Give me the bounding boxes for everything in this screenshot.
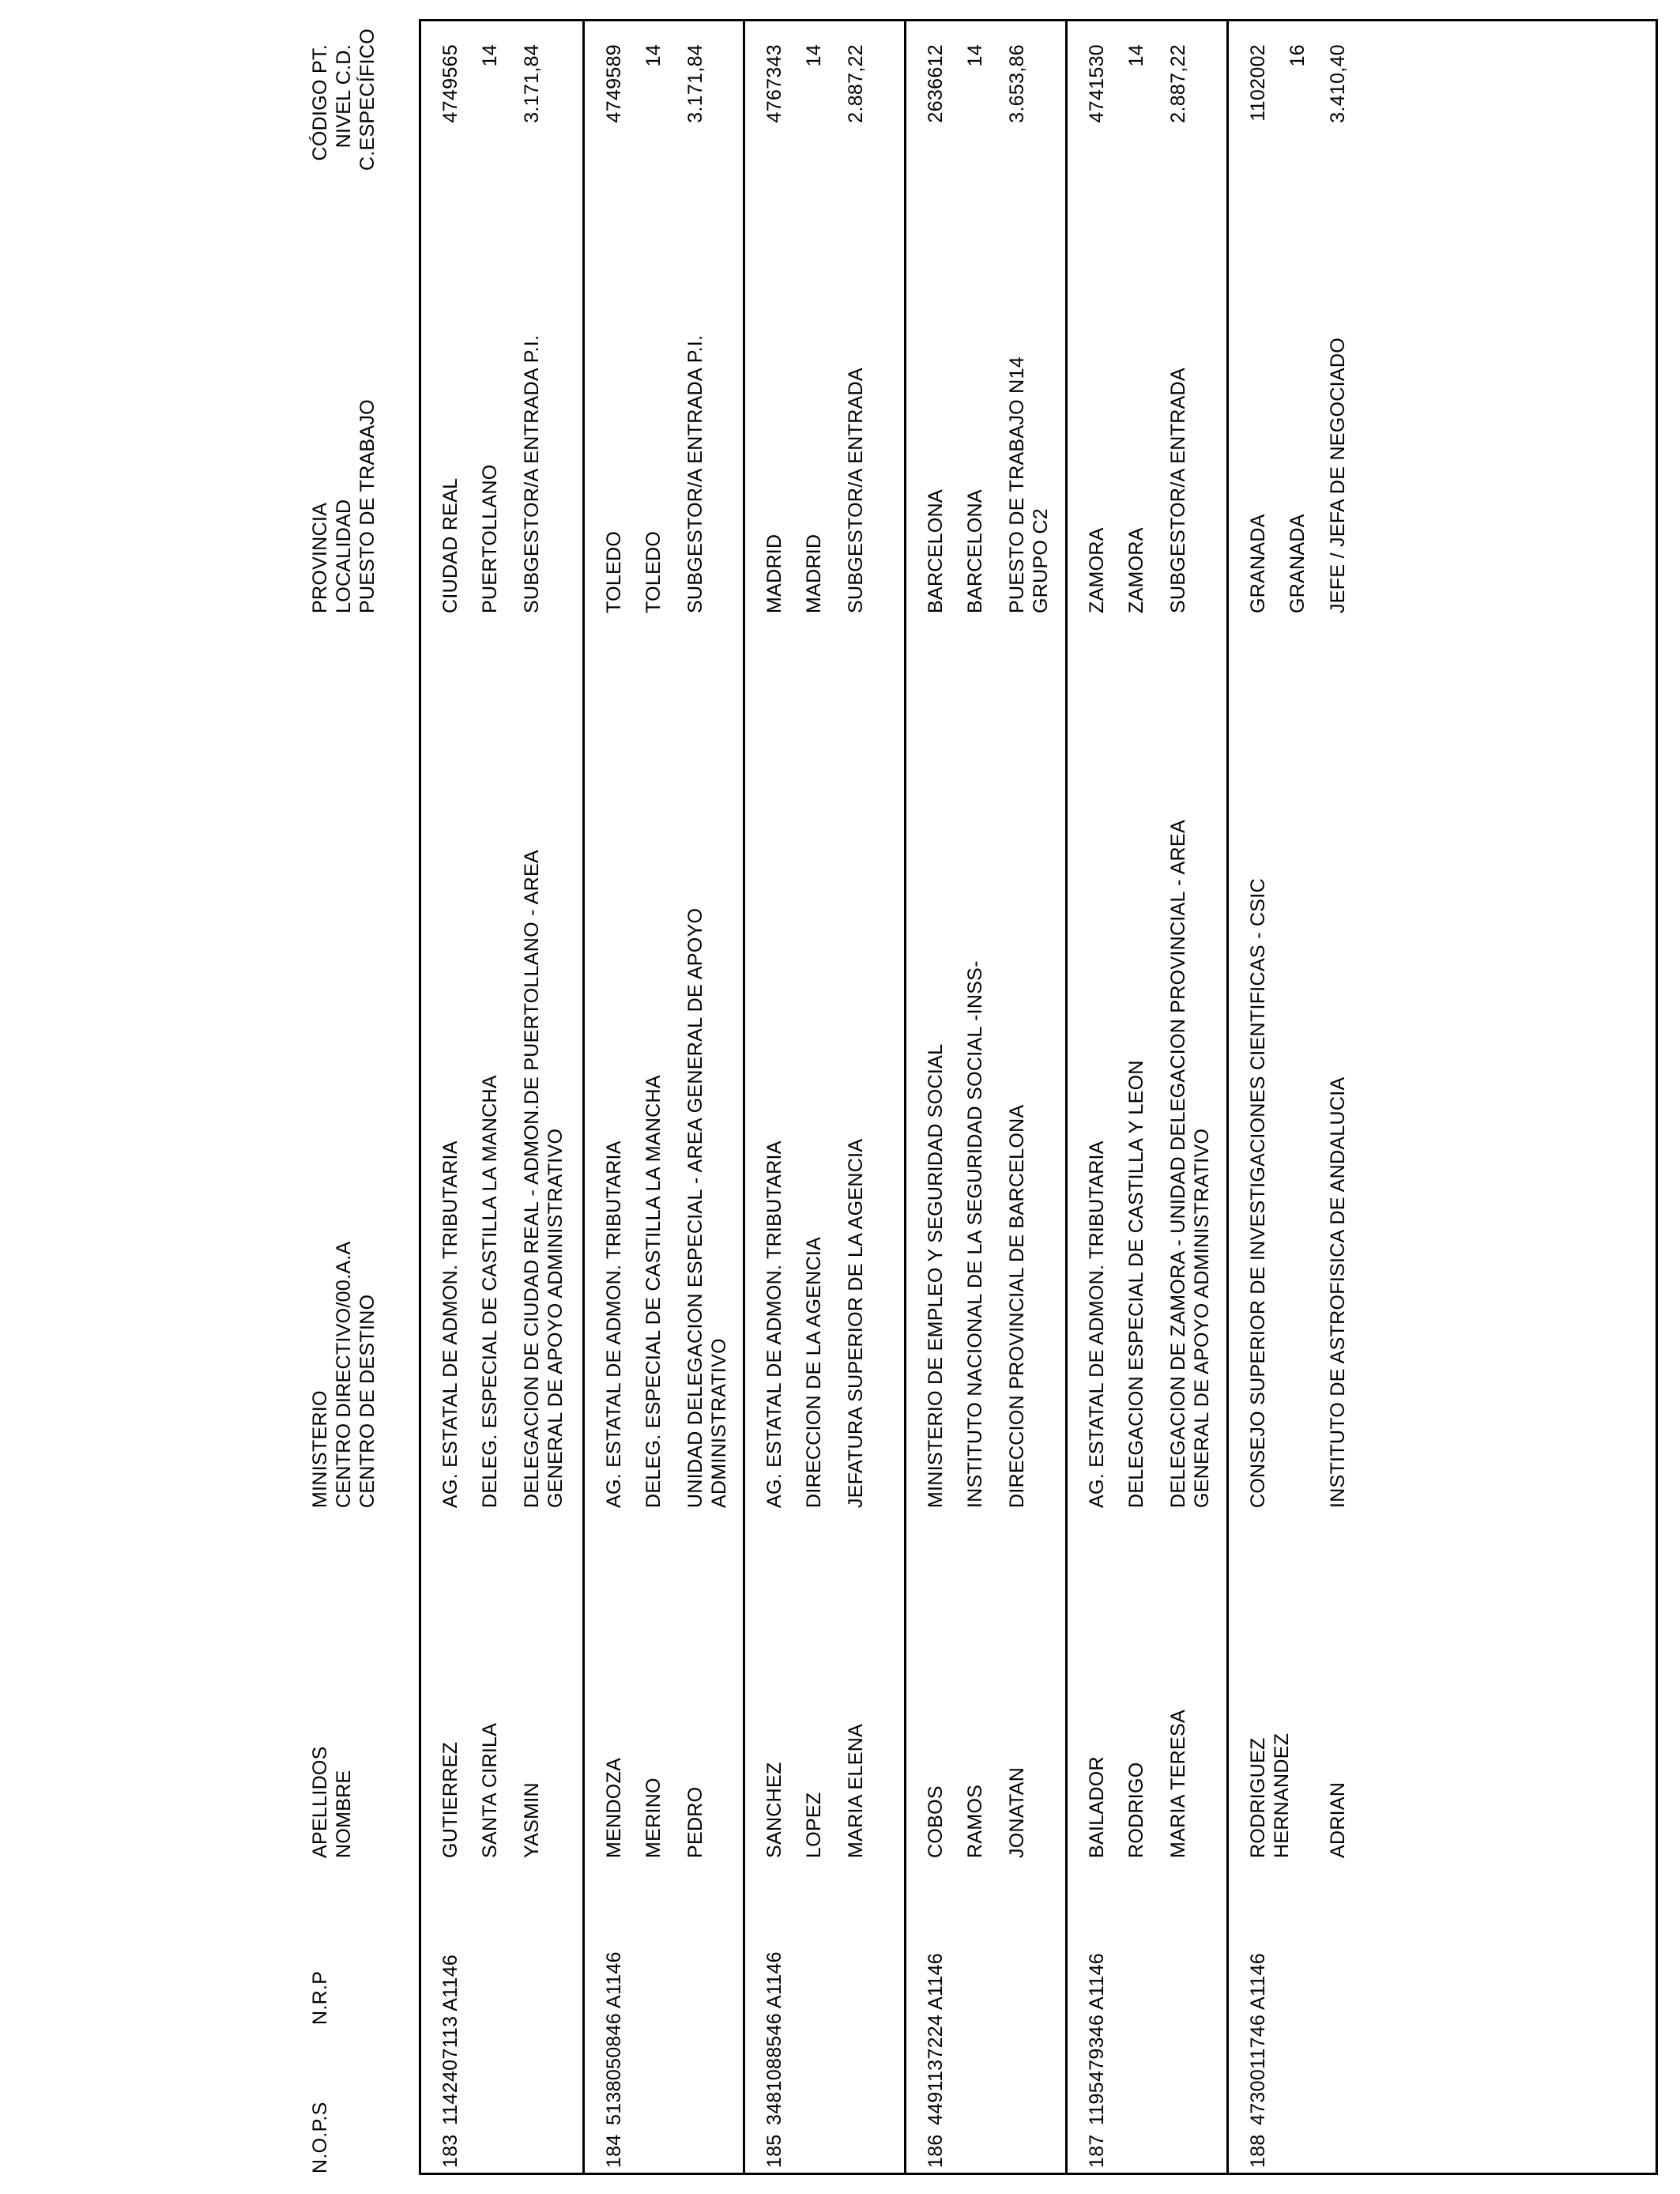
localidad-cell: TOLEDO [642, 530, 665, 613]
records-table [419, 19, 1658, 2175]
record-group [904, 21, 1065, 2173]
ministerio-cell: MINISTERIO DE EMPLEO Y SEGURIDAD SOCIAL [925, 1043, 947, 1508]
apellido2-cell: LOPEZ [803, 1792, 825, 1858]
nops-cell: 188 [1247, 2134, 1269, 2168]
centro-destino-cell: INSTITUTO DE ASTROFISICA DE ANDALUCIA [1327, 1076, 1349, 1508]
localidad-cell: PUERTOLLANO [479, 464, 501, 613]
nrp-cell: 1195479346 A1146 [1086, 1953, 1108, 2125]
header-especifico-label: C.ESPECÍFICO [356, 28, 379, 171]
header-centro-destino-label: CENTRO DE DESTINO [356, 1294, 379, 1508]
nops-cell: 187 [1086, 2134, 1108, 2168]
ministerio-cell: AG. ESTATAL DE ADMON. TRIBUTARIA [439, 1140, 461, 1508]
nivel-cell: 14 [479, 44, 501, 67]
especifico-cell: 3.653,86 [1006, 44, 1028, 123]
header-centro-directivo-label: CENTRO DIRECTIVO/00.A.A [333, 1241, 355, 1508]
codigo-cell: 4749565 [439, 44, 461, 123]
puesto-cell: SUBGESTOR/A ENTRADA P.I. [684, 334, 706, 613]
ministerio-cell: CONSEJO SUPERIOR DE INVESTIGACIONES CIENTIFICAS - CSIC [1247, 878, 1269, 1508]
apellido2-cell: HERNANDEZ [1271, 1732, 1293, 1858]
nivel-cell: 14 [1125, 44, 1147, 67]
header-apellidos-nombre [308, 1746, 356, 1858]
codigo-cell: 4741530 [1086, 44, 1108, 123]
centro-destino-cell: JEFATURA SUPERIOR DE LA AGENCIA [845, 1138, 867, 1508]
header-nrp-label: N.R.P [309, 1970, 331, 2025]
header-nops-label: N.O.P.S [309, 2102, 331, 2173]
nombre-cell: MARIA ELENA [845, 1723, 867, 1858]
nops-cell: 185 [763, 2134, 785, 2168]
localidad-cell: ZAMORA [1125, 527, 1147, 613]
nrp-cell: 4491137224 A1146 [925, 1953, 947, 2125]
nops-cell: 184 [603, 2134, 625, 2168]
nrp-cell: 3481088546 A1146 [763, 1951, 785, 2125]
nivel-cell: 14 [642, 44, 665, 67]
apellido1-cell: SANCHEZ [763, 1762, 785, 1858]
header-localidad-label: LOCALIDAD [333, 499, 355, 613]
record-group [1226, 21, 1384, 2173]
record-group [1065, 21, 1226, 2173]
apellido2-cell: SANTA CIRILA [479, 1722, 501, 1858]
nrp-cell: 1142407113 A1146 [439, 1954, 461, 2125]
header-codigo-label: CÓDIGO PT. [309, 44, 331, 161]
header-codigo-nivel-especifico [308, 28, 379, 171]
centro-destino-cell: DIRECCION PROVINCIAL DE BARCELONA [1006, 1104, 1028, 1508]
nombre-cell: MARIA TERESA [1167, 1710, 1189, 1858]
record-group [743, 21, 904, 2173]
provincia-cell: CIUDAD REAL [439, 477, 461, 613]
centro-directivo-cell: DIRECCION DE LA AGENCIA [803, 1236, 825, 1508]
localidad-cell: GRANADA [1286, 514, 1309, 613]
provincia-cell: MADRID [763, 533, 785, 613]
header-provincia-label: PROVINCIA [309, 502, 331, 613]
especifico-cell: 2.887,22 [1167, 44, 1189, 123]
centro-destino-cell: DELEGACION DE ZAMORA - UNIDAD DELEGACION PROVINCIAL - AREA GENERAL DE APOYO ADMINISTRATIVO [1167, 820, 1213, 1508]
apellido1-cell: BAILADOR [1086, 1756, 1108, 1858]
nombre-cell: PEDRO [684, 1786, 706, 1858]
centro-directivo-cell: INSTITUTO NACIONAL DE LA SEGURIDAD SOCIAL -INSS- [964, 960, 986, 1508]
nrp-cell: 4730011746 A1146 [1247, 1953, 1269, 2125]
provincia-cell: TOLEDO [603, 530, 625, 613]
apellido2-cell: MERINO [642, 1777, 665, 1858]
record-group [582, 21, 743, 2173]
nombre-cell: ADRIAN [1327, 1781, 1349, 1858]
puesto-cell: JEFE / JEFA DE NEGOCIADO [1327, 337, 1349, 613]
centro-directivo-cell: DELEGACION ESPECIAL DE CASTILLA Y LEON [1125, 1060, 1147, 1508]
puesto-cell: PUESTO DE TRABAJO N14 GRUPO C2 [1006, 356, 1052, 613]
provincia-cell: BARCELONA [925, 489, 947, 613]
apellido1-cell: RODRIGUEZ [1247, 1737, 1269, 1858]
header-puesto-label: PUESTO DE TRABAJO [356, 399, 379, 613]
especifico-cell: 3.410,40 [1327, 44, 1349, 123]
puesto-cell: SUBGESTOR/A ENTRADA P.I. [521, 334, 543, 613]
header-ministerio-label: MINISTERIO [309, 1390, 331, 1508]
apellido2-cell: RODRIGO [1125, 1762, 1147, 1858]
header-nivel-label: NIVEL C.D. [333, 44, 355, 149]
nops-cell: 186 [925, 2134, 947, 2168]
nombre-cell: JONATAN [1006, 1766, 1028, 1858]
centro-destino-cell: UNIDAD DELEGACION ESPECIAL - AREA GENERAL DE APOYO ADMINISTRATIVO [684, 907, 730, 1508]
header-apellidos-label: APELLIDOS [309, 1746, 331, 1858]
apellido2-cell: RAMOS [964, 1784, 986, 1858]
centro-directivo-cell: DELEG. ESPECIAL DE CASTILLA LA MANCHA [479, 1075, 501, 1508]
especifico-cell: 3.171,84 [684, 44, 706, 123]
ministerio-cell: AG. ESTATAL DE ADMON. TRIBUTARIA [603, 1140, 625, 1508]
codigo-cell: 1102002 [1247, 44, 1269, 122]
codigo-cell: 4767343 [763, 44, 785, 123]
centro-destino-cell: DELEGACION DE CIUDAD REAL - ADMON.DE PUERTOLLANO - AREA GENERAL DE APOYO ADMINISTRATIVO [521, 850, 567, 1508]
centro-directivo-cell: DELEG. ESPECIAL DE CASTILLA LA MANCHA [642, 1075, 665, 1508]
provincia-cell: GRANADA [1247, 514, 1269, 613]
nivel-cell: 16 [1286, 44, 1309, 67]
provincia-cell: ZAMORA [1086, 527, 1108, 613]
record-group [421, 21, 582, 2173]
apellido1-cell: MENDOZA [603, 1757, 625, 1858]
ministerio-cell: AG. ESTATAL DE ADMON. TRIBUTARIA [1086, 1140, 1108, 1508]
codigo-cell: 2636612 [925, 44, 947, 123]
nivel-cell: 14 [803, 44, 825, 67]
apellido1-cell: GUTIERREZ [439, 1741, 461, 1858]
localidad-cell: BARCELONA [964, 489, 986, 613]
localidad-cell: MADRID [803, 533, 825, 613]
apellido1-cell: COBOS [925, 1785, 947, 1858]
nrp-cell: 5138050846 A1146 [603, 1951, 625, 2125]
header-nrp [308, 1971, 332, 2025]
ministerio-cell: AG. ESTATAL DE ADMON. TRIBUTARIA [763, 1140, 785, 1508]
header-nombre-label: NOMBRE [333, 1770, 355, 1858]
header-nops [308, 2102, 332, 2173]
header-provincia-localidad-puesto [308, 399, 379, 613]
especifico-cell: 2.887,22 [845, 44, 867, 123]
especifico-cell: 3.171,84 [521, 44, 543, 123]
codigo-cell: 4749589 [603, 44, 625, 123]
puesto-cell: SUBGESTOR/A ENTRADA [1167, 368, 1189, 613]
nops-cell: 183 [439, 2134, 461, 2168]
nombre-cell: YASMIN [521, 1782, 543, 1858]
puesto-cell: SUBGESTOR/A ENTRADA [845, 368, 867, 613]
nivel-cell: 14 [964, 44, 986, 67]
header-ministerio-centro [308, 1241, 379, 1508]
